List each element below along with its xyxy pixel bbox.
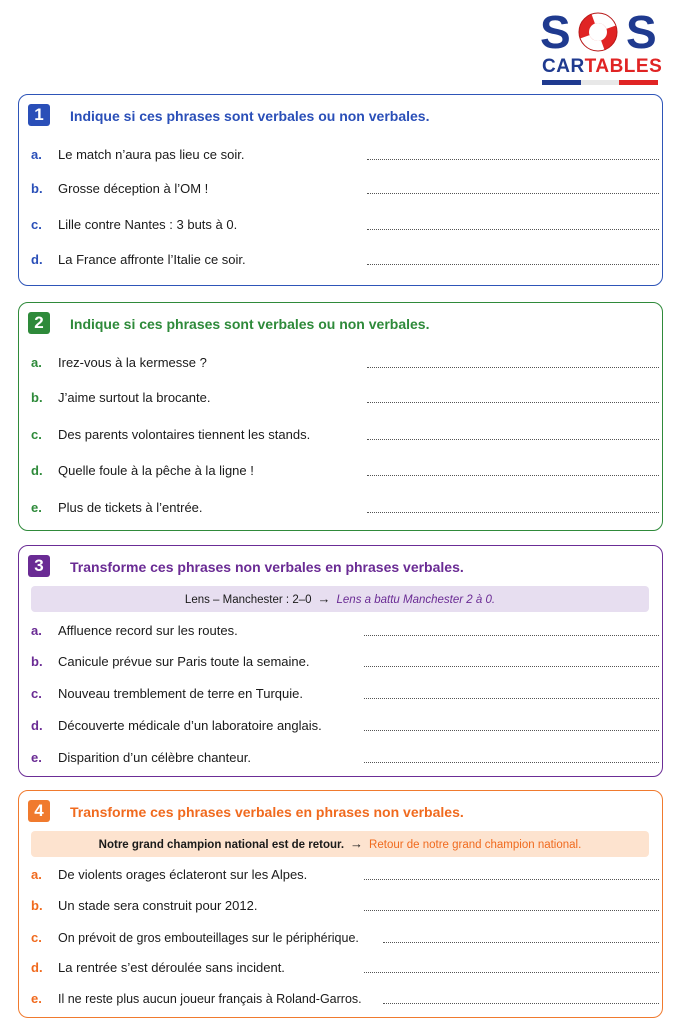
item-sentence: Irez-vous à la kermesse ? — [58, 355, 207, 370]
example-answer: Lens a battu Manchester 2 à 0. — [336, 594, 496, 606]
item-letter: a. — [31, 355, 42, 370]
list-item — [31, 461, 651, 481]
answer-line[interactable] — [364, 901, 659, 911]
list-item — [31, 652, 651, 672]
answer-line[interactable] — [367, 358, 659, 368]
item-sentence: Il ne reste plus aucun joueur français à Roland-Garros. — [58, 992, 362, 1006]
list-item — [31, 716, 651, 736]
logo-cart-part2: TABLES — [584, 56, 663, 77]
answer-line[interactable] — [364, 689, 659, 699]
item-letter: a. — [31, 867, 42, 882]
example-banner — [31, 831, 649, 857]
item-letter: d. — [31, 718, 43, 733]
list-item — [31, 179, 651, 199]
answer-line[interactable] — [367, 150, 659, 160]
item-letter: c. — [31, 930, 42, 945]
item-sentence: Affluence record sur les routes. — [58, 623, 238, 638]
arrow-right-icon: → — [350, 836, 364, 851]
list-item — [31, 621, 651, 641]
item-letter: a. — [31, 623, 42, 638]
list-item — [31, 353, 651, 373]
answer-line[interactable] — [364, 963, 659, 973]
item-letter: e. — [31, 991, 42, 1006]
list-item — [31, 928, 651, 948]
list-item — [31, 896, 651, 916]
answer-line[interactable] — [383, 933, 659, 943]
item-sentence: J’aime surtout la brocante. — [58, 390, 211, 405]
list-item — [31, 958, 651, 978]
sos-cartables-logo — [540, 8, 662, 88]
exercise-title: Indique si ces phrases sont verbales ou non verbales. — [70, 108, 430, 124]
item-sentence: Des parents volontaires tiennent les stands. — [58, 427, 311, 442]
answer-line[interactable] — [364, 870, 659, 880]
item-sentence: Nouveau tremblement de terre en Turquie. — [58, 686, 303, 701]
example-answer: Retour de notre grand champion national. — [369, 839, 582, 851]
answer-line[interactable] — [367, 184, 659, 194]
exercise-title: Transforme ces phrases verbales en phrases non verbales. — [70, 804, 464, 820]
item-letter: c. — [31, 686, 42, 701]
item-letter: d. — [31, 960, 43, 975]
logo-letter-s-right: S — [626, 6, 657, 58]
item-letter: c. — [31, 427, 42, 442]
answer-line[interactable] — [367, 430, 659, 440]
example-banner — [31, 586, 649, 612]
item-letter: c. — [31, 217, 42, 232]
list-item — [31, 215, 651, 235]
list-item — [31, 250, 651, 270]
item-letter: b. — [31, 181, 43, 196]
item-letter: d. — [31, 252, 43, 267]
list-item — [31, 388, 651, 408]
item-sentence: Disparition d’un célèbre chanteur. — [58, 750, 251, 765]
item-sentence: Grosse déception à l’OM ! — [58, 181, 209, 196]
exercise-number: 2 — [28, 312, 50, 334]
item-sentence: Quelle foule à la pêche à la ligne ! — [58, 463, 254, 478]
exercise-number: 1 — [28, 104, 50, 126]
item-letter: a. — [31, 147, 42, 162]
item-letter: d. — [31, 463, 43, 478]
item-letter: b. — [31, 654, 43, 669]
item-sentence: Canicule prévue sur Paris toute la semaine. — [58, 654, 310, 669]
lifebuoy-icon — [576, 10, 620, 54]
exercise-4 — [18, 790, 663, 1018]
answer-line[interactable] — [367, 393, 659, 403]
item-sentence: Découverte médicale d’un laboratoire anglais. — [58, 718, 322, 733]
item-sentence: Un stade sera construit pour 2012. — [58, 898, 258, 913]
answer-line[interactable] — [367, 255, 659, 265]
item-sentence: Lille contre Nantes : 3 buts à 0. — [58, 217, 238, 232]
item-letter: e. — [31, 750, 42, 765]
logo-cart-part1: CAR — [542, 56, 585, 77]
item-letter: b. — [31, 390, 43, 405]
exercise-1 — [18, 94, 663, 286]
exercise-title: Indique si ces phrases sont verbales ou non verbales. — [70, 316, 430, 332]
list-item — [31, 498, 651, 518]
answer-line[interactable] — [364, 657, 659, 667]
list-item — [31, 865, 651, 885]
answer-line[interactable] — [364, 626, 659, 636]
list-item — [31, 989, 651, 1009]
item-sentence: La France affronte l’Italie ce soir. — [58, 252, 246, 267]
item-letter: b. — [31, 898, 43, 913]
logo-sos — [540, 8, 662, 56]
item-sentence: La rentrée s’est déroulée sans incident. — [58, 960, 285, 975]
logo-french-flag — [542, 80, 658, 85]
exercise-3 — [18, 545, 663, 777]
example-source: Notre grand champion national est de retour. — [98, 839, 345, 851]
exercise-number: 4 — [28, 800, 50, 822]
logo-letter-s-left: S — [540, 6, 571, 58]
answer-line[interactable] — [367, 220, 659, 230]
exercise-number: 3 — [28, 555, 50, 577]
answer-line[interactable] — [383, 994, 659, 1004]
list-item — [31, 425, 651, 445]
item-sentence: Plus de tickets à l’entrée. — [58, 500, 203, 515]
answer-line[interactable] — [367, 466, 659, 476]
exercise-2 — [18, 302, 663, 531]
exercise-title: Transforme ces phrases non verbales en phrases verbales. — [70, 559, 464, 575]
logo-cartables — [542, 56, 662, 78]
item-sentence: On prévoit de gros embouteillages sur le périphérique. — [58, 931, 359, 945]
list-item — [31, 748, 651, 768]
list-item — [31, 684, 651, 704]
example-source: Lens – Manchester : 2–0 — [184, 594, 312, 606]
list-item — [31, 145, 651, 165]
answer-line[interactable] — [364, 753, 659, 763]
item-sentence: De violents orages éclateront sur les Alpes. — [58, 867, 308, 882]
answer-line[interactable] — [364, 721, 659, 731]
answer-line[interactable] — [367, 503, 659, 513]
item-letter: e. — [31, 500, 42, 515]
item-sentence: Le match n’aura pas lieu ce soir. — [58, 147, 245, 162]
arrow-right-icon: → — [317, 591, 331, 606]
